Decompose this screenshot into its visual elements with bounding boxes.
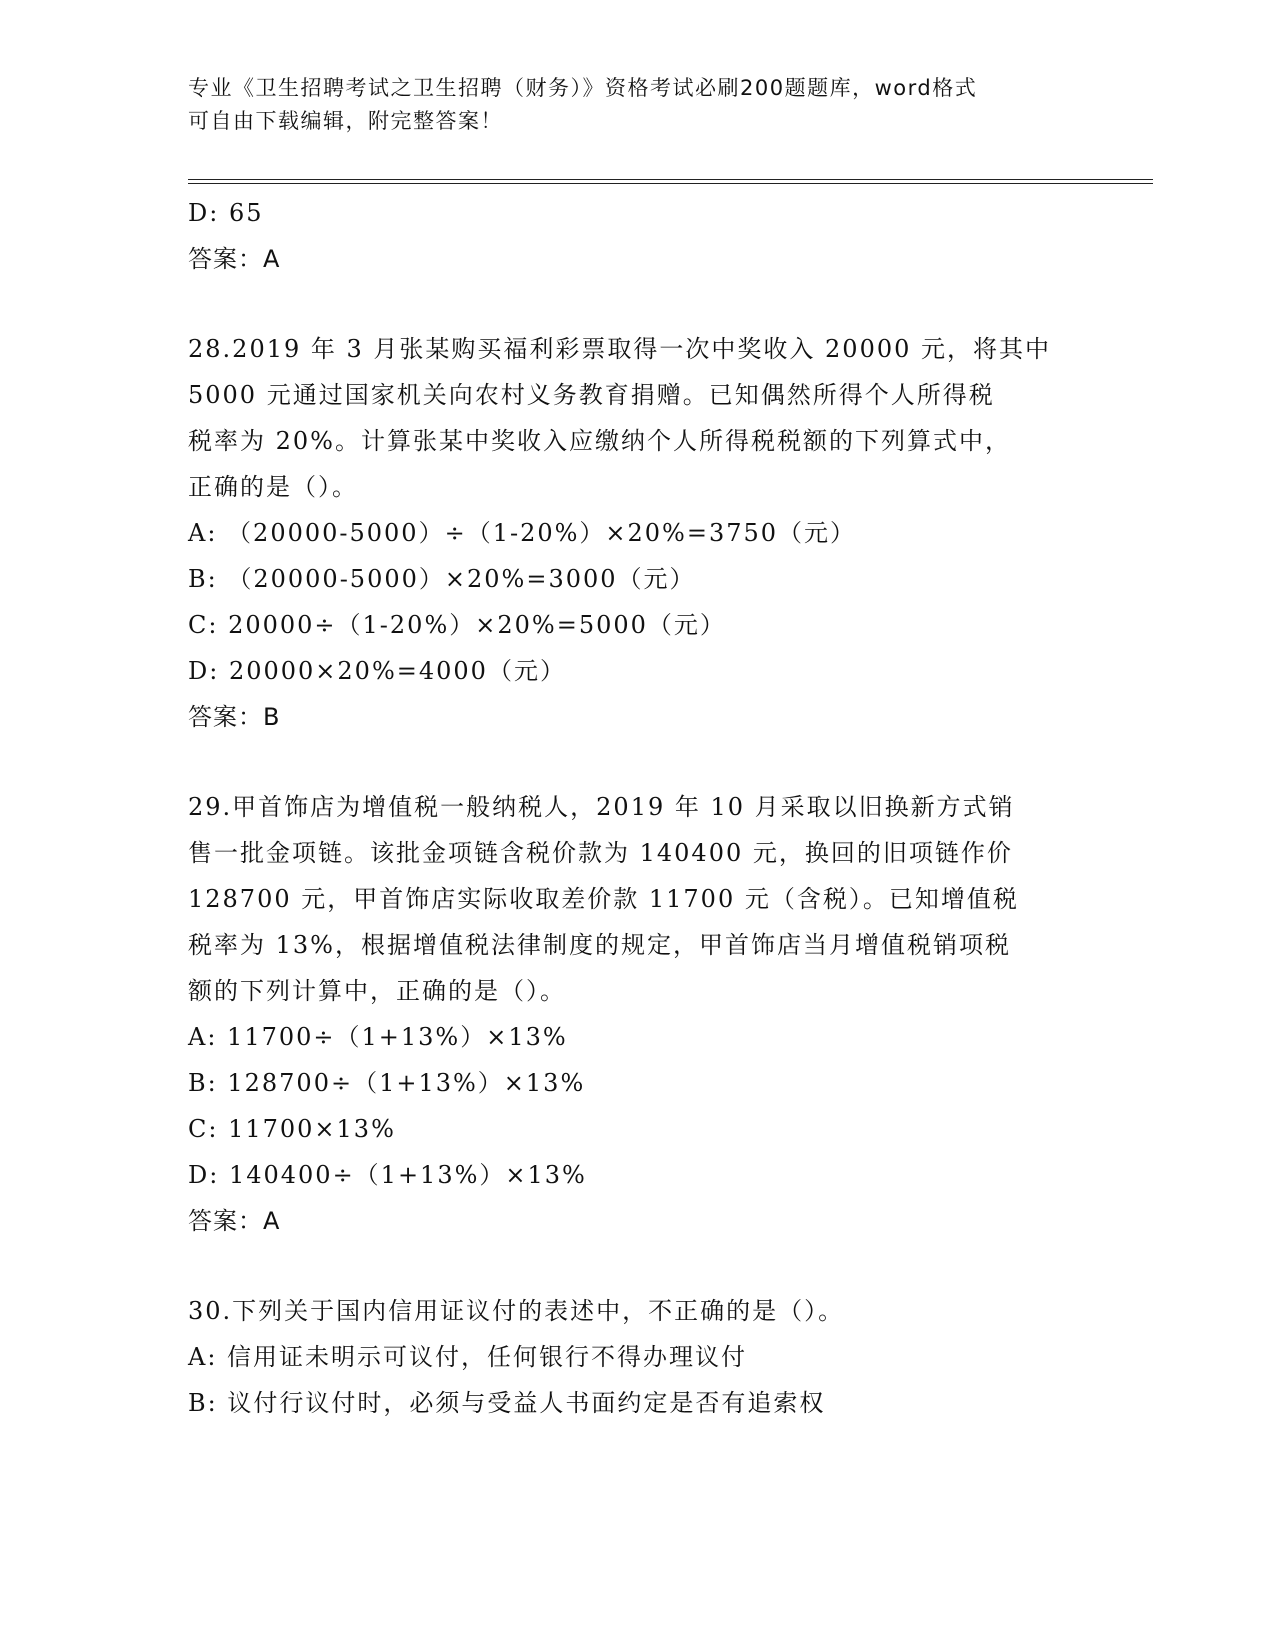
option-line: C: 11700×13% bbox=[188, 1115, 396, 1143]
question-text: 30.下列关于国内信用证议付的表述中，不正确的是（）。 bbox=[188, 1297, 845, 1325]
question-list bbox=[188, 190, 1088, 1426]
option-line: B: 议付行议付时，必须与受益人书面约定是否有追索权 bbox=[188, 1389, 826, 1417]
question-text: 128700 元，甲首饰店实际收取差价款 11700 元（含税）。已知增值税 bbox=[188, 885, 1019, 913]
document-header bbox=[188, 72, 1088, 138]
question-text: 税率为 20%。计算张某中奖收入应缴纳个人所得税税额的下列算式中， bbox=[188, 427, 1011, 455]
answer-line: 答案：B bbox=[188, 703, 281, 731]
header-divider bbox=[188, 179, 1153, 180]
option-line: D: 20000×20%=4000（元） bbox=[188, 657, 566, 685]
question-text: 税率为 13%，根据增值税法律制度的规定，甲首饰店当月增值税销项税 bbox=[188, 931, 1011, 959]
question-block bbox=[188, 190, 1088, 282]
question-text: 29.甲首饰店为增值税一般纳税人，2019 年 10 月采取以旧换新方式销 bbox=[188, 793, 1015, 821]
header-line: 专业《卫生招聘考试之卫生招聘（财务）》资格考试必刷200题题库，word格式 bbox=[188, 76, 978, 100]
option-line: D: 65 bbox=[188, 199, 264, 227]
option-line: A: （20000-5000）÷（1-20%）×20%=3750（元） bbox=[188, 519, 857, 547]
question-text: 5000 元通过国家机关向农村义务教育捐赠。已知偶然所得个人所得税 bbox=[188, 381, 995, 409]
question-text: 额的下列计算中，正确的是（）。 bbox=[188, 977, 566, 1005]
question-text: 售一批金项链。该批金项链含税价款为 140400 元，换回的旧项链作价 bbox=[188, 839, 1013, 867]
question-text: 正确的是（）。 bbox=[188, 473, 358, 501]
answer-line: 答案：A bbox=[188, 245, 281, 273]
option-line: B: 128700÷（1+13%）×13% bbox=[188, 1069, 586, 1097]
option-line: D: 140400÷（1+13%）×13% bbox=[188, 1161, 587, 1189]
option-line: B: （20000-5000）×20%=3000（元） bbox=[188, 565, 696, 593]
option-line: A: 11700÷（1+13%）×13% bbox=[188, 1023, 568, 1051]
header-divider bbox=[188, 183, 1153, 184]
answer-line: 答案：A bbox=[188, 1207, 281, 1235]
header-line: 可自由下载编辑，附完整答案！ bbox=[188, 109, 503, 133]
option-line: A: 信用证未明示可议付，任何银行不得办理议付 bbox=[188, 1343, 748, 1371]
question-block bbox=[188, 326, 1088, 740]
question-block bbox=[188, 1288, 1088, 1426]
question-text: 28.2019 年 3 月张某购买福利彩票取得一次中奖收入 20000 元，将其中 bbox=[188, 335, 1052, 363]
question-block bbox=[188, 784, 1088, 1244]
option-line: C: 20000÷（1-20%）×20%=5000（元） bbox=[188, 611, 726, 639]
